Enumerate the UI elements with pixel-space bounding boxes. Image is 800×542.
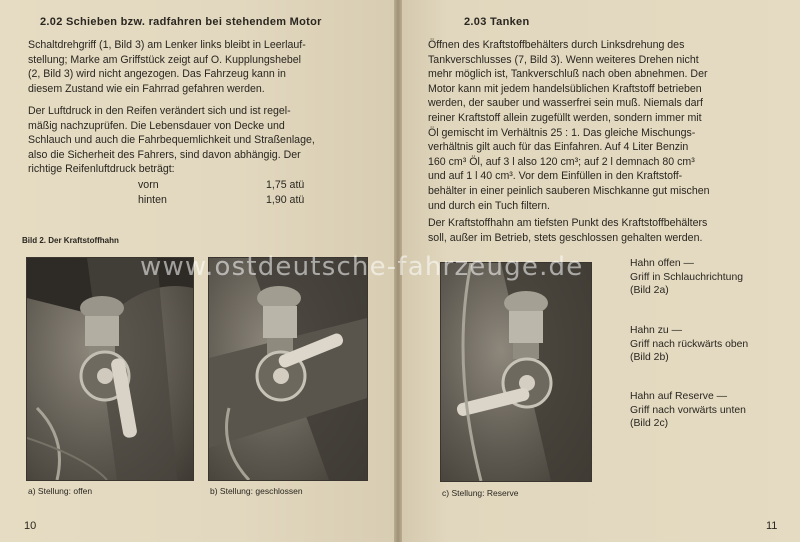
photo-fuel-tap-open xyxy=(26,257,194,481)
caption-c: c) Stellung: Reserve xyxy=(442,488,519,498)
caption-a: a) Stellung: offen xyxy=(28,486,93,496)
legend-reserve xyxy=(630,390,746,431)
legend-reserve-ref: (Bild 2c) xyxy=(630,418,669,430)
text-line: mehr möglich ist, Tankverschluß nach oben abnehmen. Der xyxy=(428,68,708,81)
legend-reserve-desc: Griff nach vorwärts unten xyxy=(630,404,746,416)
figure-title: Bild 2. Der Kraftstoffhahn xyxy=(22,236,119,245)
text-line: Öffnen des Kraftstoffbehälters durch Linksdrehung des xyxy=(428,39,685,51)
photo-fuel-tap-closed xyxy=(208,257,368,481)
tire-position: vorn xyxy=(138,179,159,191)
legend-open-ref: (Bild 2a) xyxy=(630,285,669,297)
text-line: Öl gemischt im Verhältnis 25 : 1. Das gleiche Mischungs- xyxy=(428,126,696,139)
text-line: und durch ein Tuch filtern. xyxy=(428,199,550,212)
tire-position: hinten xyxy=(138,193,167,206)
text-line: behälter in einer peinlich sauberen Mischkanne gut mischen xyxy=(428,184,710,197)
page-number-left: 10 xyxy=(24,520,37,532)
text-line: Der Luftdruck in den Reifen verändert sich und ist regel- xyxy=(28,105,291,117)
table-row xyxy=(138,193,304,208)
text-line: (2, Bild 3) wird nicht angezogen. Das Fahrzeug kann in xyxy=(28,68,286,81)
text-line: Tankverschlusses (7, Bild 3). Wenn weiteres Drehen nicht xyxy=(428,53,699,66)
text-line: stellung; Marke am Griffstück zeigt auf O. Kupplungshebel xyxy=(28,53,302,66)
text-line: mäßig nachzuprüfen. Die Lebensdauer von Decke und xyxy=(28,119,285,132)
text-line: Motor kann mit jedem handelsüblichen Kraftstoff betrieben xyxy=(428,82,702,95)
text-line: also die Sicherheit des Fahrers, sind davon abhängig. Der xyxy=(28,148,301,161)
paragraph-fuel-tap xyxy=(428,216,778,245)
paragraph-tire-pressure xyxy=(28,104,368,177)
legend-closed-desc: Griff nach rückwärts oben xyxy=(630,338,749,350)
legend-closed xyxy=(630,324,748,365)
legend-open-title: Hahn offen — xyxy=(630,258,694,269)
tire-pressure-value: 1,90 atü xyxy=(266,193,305,206)
tire-pressure-table xyxy=(138,178,304,207)
caption-b: b) Stellung: geschlossen xyxy=(210,486,303,496)
legend-open xyxy=(630,257,743,298)
text-line: reiner Kraftstoff allein zugefüllt werden, sondern immer mit xyxy=(428,111,702,124)
text-line: verhältnis gilt auch für das Einfahren. Auf 4 Liter Benzin xyxy=(428,141,689,154)
legend-open-desc: Griff in Schlauchrichtung xyxy=(630,271,744,283)
legend-closed-ref: (Bild 2b) xyxy=(630,352,669,364)
watermark: www.ostdeutsche-fahrzeuge.de xyxy=(140,252,584,282)
page-number-right: 11 xyxy=(766,520,778,532)
legend-reserve-title: Hahn auf Reserve — xyxy=(630,391,728,402)
text-line: soll, außer im Betrieb, stets geschlossen gehalten werden. xyxy=(428,231,703,244)
text-line: werden, der sauber und wasserfrei sein muß. Niemals darf xyxy=(428,97,703,110)
text-line: Schlauch und auch die Fahrbequemlichkeit und Straßenlage, xyxy=(28,134,315,147)
paragraph-pushing xyxy=(28,38,368,96)
section-heading-2-02: 2.02 Schieben bzw. radfahren bei stehendem Motor xyxy=(40,16,322,28)
text-line: 160 cm³ Öl, auf 3 l also 120 cm³; auf 2 l demnach 80 cm³ xyxy=(428,155,695,168)
text-line: diesem Zustand wie ein Fahrrad gefahren werden. xyxy=(28,82,265,95)
text-line: Schaltdrehgriff (1, Bild 3) am Lenker links bleibt in Leerlauf- xyxy=(28,39,306,51)
text-line: und auf 1 l 40 cm³. Vor dem Einfüllen in den Kraftstoff- xyxy=(428,170,683,183)
paragraph-refueling xyxy=(428,38,778,213)
text-line: richtige Reifenluftdruck beträgt: xyxy=(28,163,175,176)
text-line: Der Kraftstoffhahn am tiefsten Punkt des Kraftstoffbehälters xyxy=(428,217,708,229)
tire-pressure-value: 1,75 atü xyxy=(266,179,305,191)
legend-closed-title: Hahn zu — xyxy=(630,325,682,336)
section-heading-2-03: 2.03 Tanken xyxy=(464,16,530,28)
photo-fuel-tap-reserve xyxy=(440,262,592,482)
table-row xyxy=(138,178,304,193)
